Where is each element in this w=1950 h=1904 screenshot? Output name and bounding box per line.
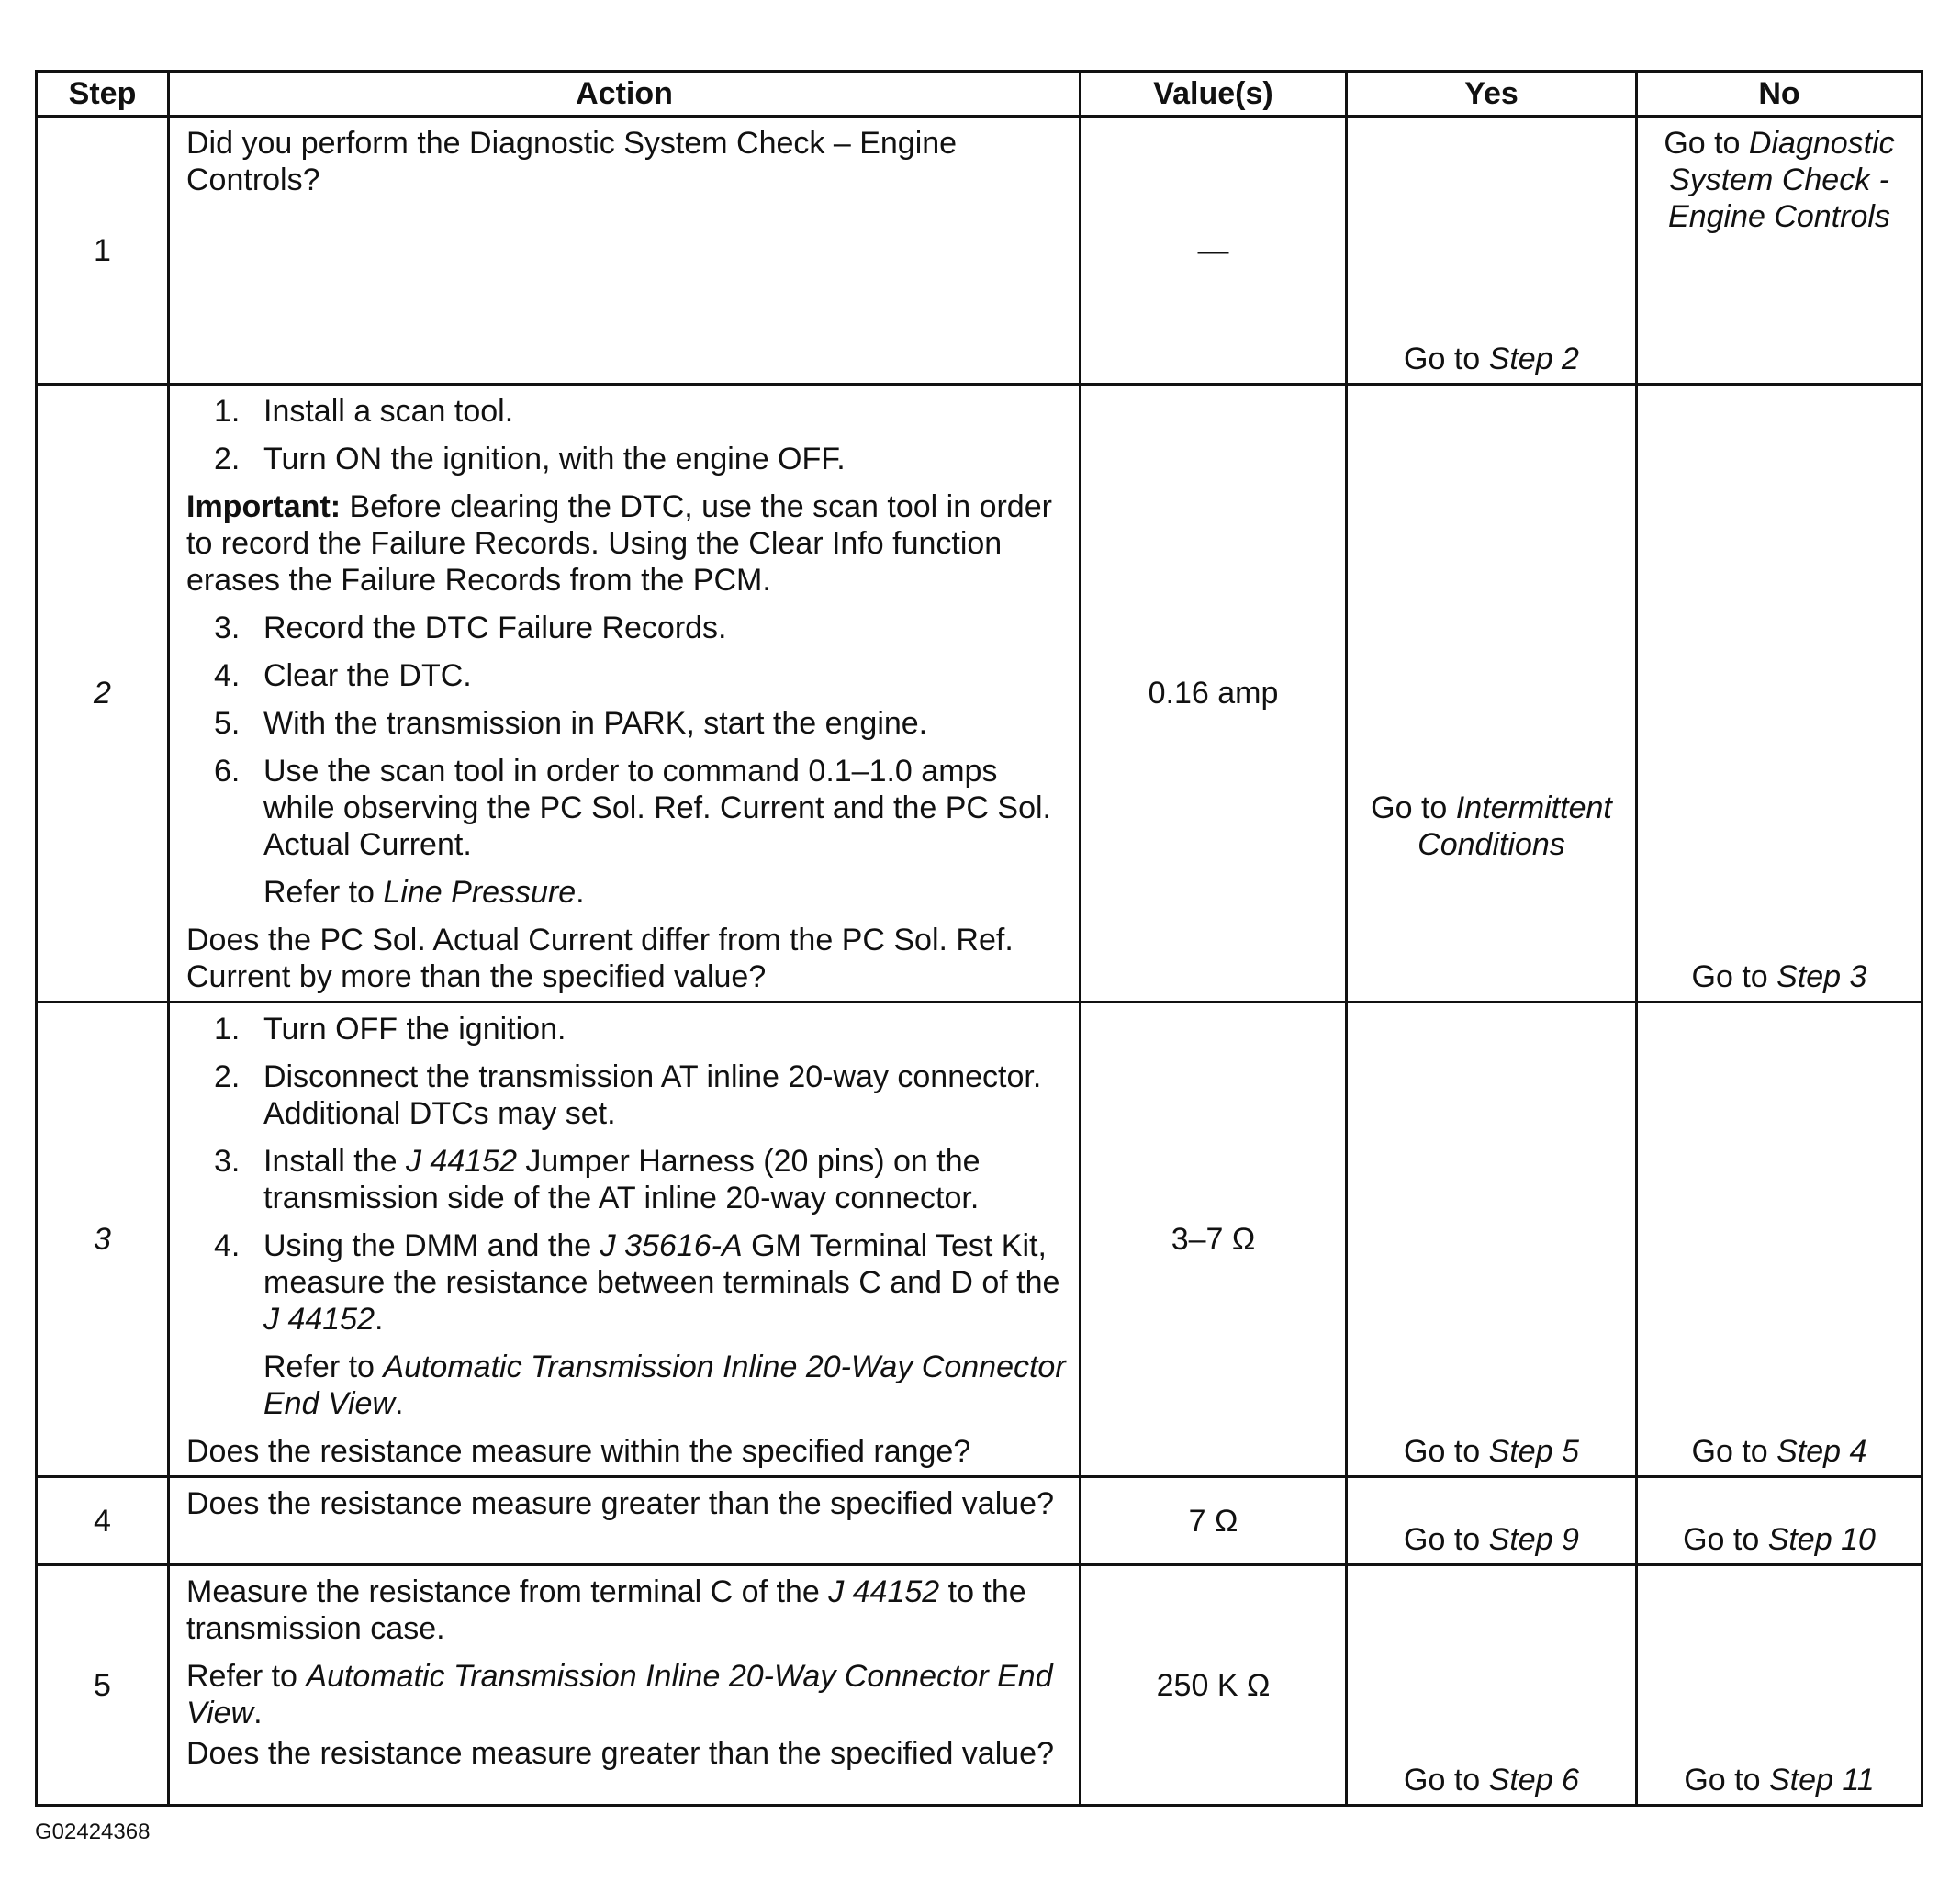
step-link[interactable]: Step 2 xyxy=(1488,342,1579,376)
instruction-item: 2. Turn ON the ignition, with the engine OFF. xyxy=(214,442,846,476)
procedure-link[interactable]: Intermittent Conditions xyxy=(1418,790,1612,862)
yes-cell xyxy=(1347,1565,1637,1806)
no-text xyxy=(1638,1433,1921,1470)
instruction-item: 2. Disconnect the transmission AT inline 20-way connector. Additional DTCs may set. xyxy=(214,1059,1042,1131)
instruction-item: 5. With the transmission in PARK, start the engine. xyxy=(214,706,928,741)
table-row xyxy=(37,117,1922,385)
figure-id: G02424368 xyxy=(35,1820,151,1844)
instruction-item: 4. Clear the DTC. xyxy=(214,658,472,693)
go-to-label: Go to xyxy=(1664,126,1749,161)
table-row xyxy=(37,1477,1922,1565)
instruction-item: 6. Use the scan tool in order to command 0.1–1.0 amps while observing the PC Sol. Ref. Current and the PC Sol. Actual Current. xyxy=(214,754,1051,862)
instruction-item: 3. Record the DTC Failure Records. xyxy=(214,610,727,645)
yes-text xyxy=(1348,341,1635,377)
header-yes: Yes xyxy=(1347,72,1637,117)
yes-cell xyxy=(1347,1477,1637,1565)
action-question: Does the resistance measure within the specified range? xyxy=(186,1434,971,1469)
action-cell xyxy=(169,1477,1081,1565)
action-cell xyxy=(169,385,1081,1002)
go-to-label: Go to xyxy=(1691,959,1777,994)
header-action: Action xyxy=(169,72,1081,117)
diagnostic-table xyxy=(35,70,1923,1807)
go-to-label: Go to xyxy=(1371,790,1456,825)
go-to-label: Go to xyxy=(1404,1522,1489,1557)
tool-link[interactable]: J 35616-A xyxy=(600,1228,743,1263)
no-text xyxy=(1638,125,1921,235)
action-question: Did you perform the Diagnostic System Check – Engine Controls? xyxy=(186,126,958,197)
no-cell xyxy=(1637,117,1922,385)
no-text xyxy=(1638,958,1921,995)
procedure-link[interactable]: Diagnostic System Check - Engine Controls xyxy=(1668,126,1895,234)
header-step: Step xyxy=(37,72,169,117)
no-text xyxy=(1638,1762,1921,1798)
step-link[interactable]: Step 5 xyxy=(1488,1434,1579,1469)
tool-link[interactable]: J 44152 xyxy=(263,1302,375,1337)
instruction-item: 1. Install a scan tool. xyxy=(214,394,514,429)
step-link[interactable]: Step 4 xyxy=(1776,1434,1867,1469)
yes-text xyxy=(1348,790,1635,863)
refer-note: Refer to Automatic Transmission Inline 20-Way Connector End View. xyxy=(186,1659,1053,1730)
value-cell: 0.16 amp xyxy=(1081,385,1347,1002)
value-cell: 250 K Ω xyxy=(1081,1565,1347,1806)
step-number: 3 xyxy=(37,1002,169,1477)
step-number: 1 xyxy=(37,117,169,385)
step-link[interactable]: Step 10 xyxy=(1767,1522,1876,1557)
no-cell xyxy=(1637,1002,1922,1477)
refer-note: Refer to Line Pressure. xyxy=(263,875,585,910)
action-question: Does the PC Sol. Actual Current differ from the PC Sol. Ref. Current by more than the specified value? xyxy=(186,923,1014,994)
action-question: Does the resistance measure greater than the specified value? xyxy=(186,1486,1054,1521)
go-to-label: Go to xyxy=(1404,1763,1489,1798)
action-cell xyxy=(169,117,1081,385)
table-row xyxy=(37,1565,1922,1806)
important-note: Important: Before clearing the DTC, use the scan tool in order to record the Failure Records. Using the Clear Info function erases the Failure Records from the PCM. xyxy=(186,489,1052,598)
value-cell: — xyxy=(1081,117,1347,385)
yes-text xyxy=(1348,1521,1635,1558)
step-number: 4 xyxy=(37,1477,169,1565)
yes-text xyxy=(1348,1433,1635,1470)
go-to-label: Go to xyxy=(1684,1763,1769,1798)
step-link[interactable]: Step 9 xyxy=(1488,1522,1579,1557)
reference-link[interactable]: Automatic Transmission Inline 20-Way Connector End View xyxy=(186,1659,1053,1730)
action-cell xyxy=(169,1565,1081,1806)
yes-cell xyxy=(1347,385,1637,1002)
no-cell xyxy=(1637,1477,1922,1565)
no-text xyxy=(1638,1521,1921,1558)
instruction-list xyxy=(186,1011,1066,1338)
go-to-label: Go to xyxy=(1404,342,1489,376)
value-cell: 3–7 Ω xyxy=(1081,1002,1347,1477)
table-row xyxy=(37,1002,1922,1477)
reference-link[interactable]: Line Pressure xyxy=(383,875,577,910)
instruction-list xyxy=(186,610,1066,863)
yes-cell xyxy=(1347,1002,1637,1477)
table-row xyxy=(37,385,1922,1002)
action-paragraph: Measure the resistance from terminal C of the J 44152 to the transmission case. xyxy=(186,1574,1026,1646)
step-link[interactable]: Step 11 xyxy=(1768,1763,1875,1798)
step-number: 5 xyxy=(37,1565,169,1806)
yes-cell xyxy=(1347,117,1637,385)
go-to-label: Go to xyxy=(1404,1434,1489,1469)
instruction-list xyxy=(186,393,1066,477)
step-link[interactable]: Step 3 xyxy=(1776,959,1867,994)
value-cell: 7 Ω xyxy=(1081,1477,1347,1565)
action-question: Does the resistance measure greater than the specified value? xyxy=(186,1736,1054,1771)
instruction-item: 4. Using the DMM and the J 35616-A GM Terminal Test Kit, measure the resistance between terminals C and D of the J 44152. xyxy=(214,1228,1060,1337)
header-values: Value(s) xyxy=(1081,72,1347,117)
header-row xyxy=(37,72,1922,117)
step-link[interactable]: Step 6 xyxy=(1488,1763,1579,1798)
step-number: 2 xyxy=(37,385,169,1002)
go-to-label: Go to xyxy=(1691,1434,1777,1469)
no-cell xyxy=(1637,385,1922,1002)
reference-link[interactable]: Automatic Transmission Inline 20-Way Connector End View xyxy=(263,1350,1066,1421)
header-no: No xyxy=(1637,72,1922,117)
no-cell xyxy=(1637,1565,1922,1806)
action-cell xyxy=(169,1002,1081,1477)
instruction-item: 1. Turn OFF the ignition. xyxy=(214,1012,566,1047)
tool-link[interactable]: J 44152 xyxy=(828,1574,940,1609)
instruction-item: 3. Install the J 44152 Jumper Harness (20 pins) on the transmission side of the AT inline 20-way connector. xyxy=(214,1144,981,1215)
tool-link[interactable]: J 44152 xyxy=(405,1144,517,1179)
yes-text xyxy=(1348,1762,1635,1798)
refer-note: Refer to Automatic Transmission Inline 20-Way Connector End View. xyxy=(263,1350,1066,1421)
go-to-label: Go to xyxy=(1683,1522,1768,1557)
